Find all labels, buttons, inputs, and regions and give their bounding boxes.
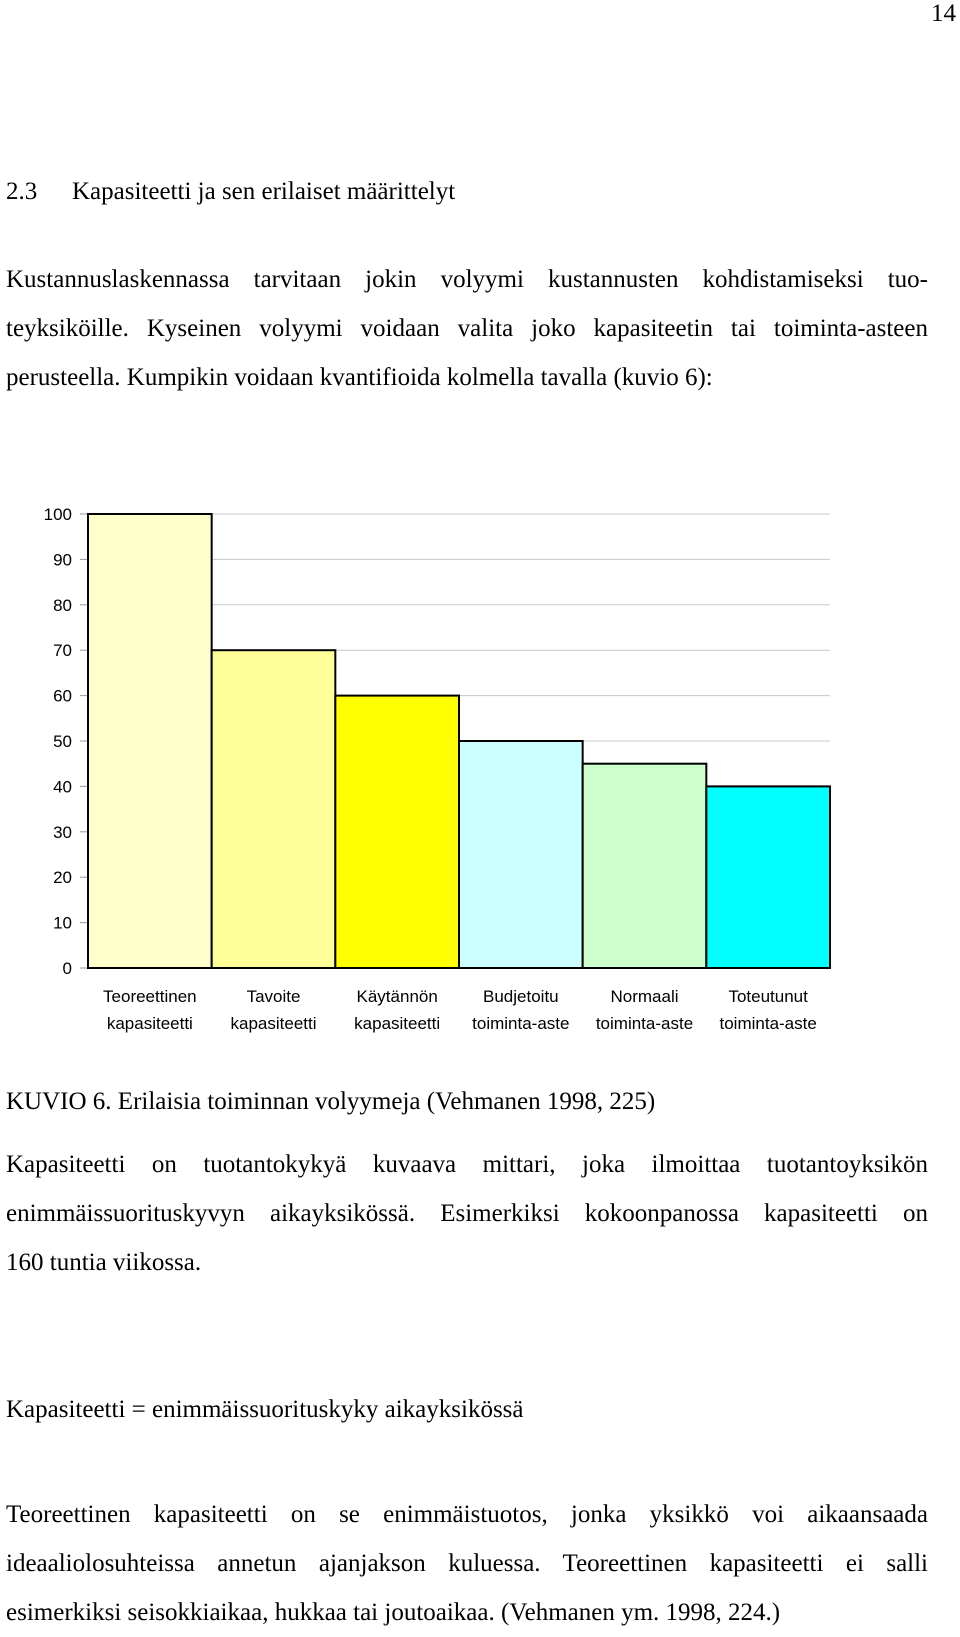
y-tick-label: 40: [53, 777, 72, 797]
paragraph-line: esimerkiksi seisokkiaikaa, hukkaa tai joutoaikaa. (Vehmanen ym. 1998, 224.): [6, 1599, 781, 1626]
bar: [212, 650, 336, 968]
bar: [459, 741, 583, 968]
x-tick-label: kapasiteetti: [230, 1014, 317, 1033]
x-tick-label: toiminta-aste: [719, 1014, 817, 1033]
x-tick-label: Toteutunut: [728, 987, 808, 1006]
x-axis-labels: [103, 987, 817, 1033]
x-tick-label: toiminta-aste: [472, 1014, 570, 1033]
x-tick-label: Tavoite: [246, 987, 301, 1006]
intro-paragraph: [6, 255, 928, 402]
y-tick-label: 50: [53, 732, 72, 751]
x-tick-label: Teoreettinen: [103, 987, 197, 1006]
capacity-paragraph: [6, 1140, 928, 1287]
x-tick-label: Normaali: [610, 987, 679, 1006]
y-tick-label: 80: [53, 595, 72, 615]
y-tick-label: 100: [43, 505, 72, 524]
paragraph-line: perusteella. Kumpikin voidaan kvantifioida kolmella tavalla (kuvio 6):: [6, 364, 713, 391]
bar: [88, 514, 212, 968]
paragraph-line: Teoreettinen kapasiteetti on se enimmäistuotos, jonka yksikkö voi aikaansaada: [6, 1501, 928, 1528]
paragraph-line: Kapasiteetti on tuotantokykyä kuvaava mittari, joka ilmoittaa tuotantoyksikön: [6, 1151, 928, 1178]
bar: [583, 764, 707, 968]
paragraph-line: 160 tuntia viikossa.: [6, 1249, 202, 1276]
bar: [335, 696, 459, 968]
theoretical-capacity-paragraph: [6, 1490, 928, 1637]
y-tick-label: 30: [53, 822, 72, 842]
page-number: 14: [931, 0, 956, 27]
paragraph-line: Kustannuslaskennassa tarvitaan jokin volyymi kustannusten kohdistamiseksi tuo-: [6, 266, 928, 293]
x-tick-label: Käytännön: [356, 987, 438, 1006]
paragraph-line: teyksiköille. Kyseinen volyymi voidaan valita joko kapasiteetin tai toiminta-asteen: [6, 315, 928, 342]
y-tick-label: 20: [53, 868, 72, 888]
y-tick-label: 60: [53, 686, 72, 706]
section-number: 2.3: [6, 178, 38, 205]
y-tick-label: 70: [53, 641, 72, 661]
formula-line: [6, 1385, 928, 1434]
paragraph-line: ideaaliolosuhteissa annetun ajanjakson kuluessa. Teoreettinen kapasiteetti ei salli: [6, 1550, 928, 1577]
formula-text: Kapasiteetti = enimmäissuorituskyky aikayksikössä: [6, 1396, 524, 1423]
x-tick-label: toiminta-aste: [595, 1014, 694, 1033]
x-tick-label: kapasiteetti: [106, 1014, 193, 1033]
bar-chart: [0, 480, 960, 1033]
paragraph-line: enimmäissuorituskyvyn aikayksikössä. Esimerkiksi kokoonpanossa kapasiteetti on: [6, 1200, 928, 1227]
section-title: Kapasiteetti ja sen erilaiset määrittelyt: [72, 178, 456, 205]
x-tick-label: Budjetoitu: [483, 987, 559, 1006]
bar: [706, 786, 830, 968]
section-heading: [6, 178, 455, 206]
y-tick-label: 90: [53, 550, 72, 570]
y-axis-ticks: [44, 505, 88, 978]
x-tick-label: kapasiteetti: [354, 1014, 441, 1033]
y-tick-label: 10: [53, 913, 72, 933]
y-tick-label: 0: [62, 959, 72, 978]
figure-caption: KUVIO 6. Erilaisia toiminnan volyymeja (Vehmanen 1998, 225): [6, 1088, 656, 1115]
